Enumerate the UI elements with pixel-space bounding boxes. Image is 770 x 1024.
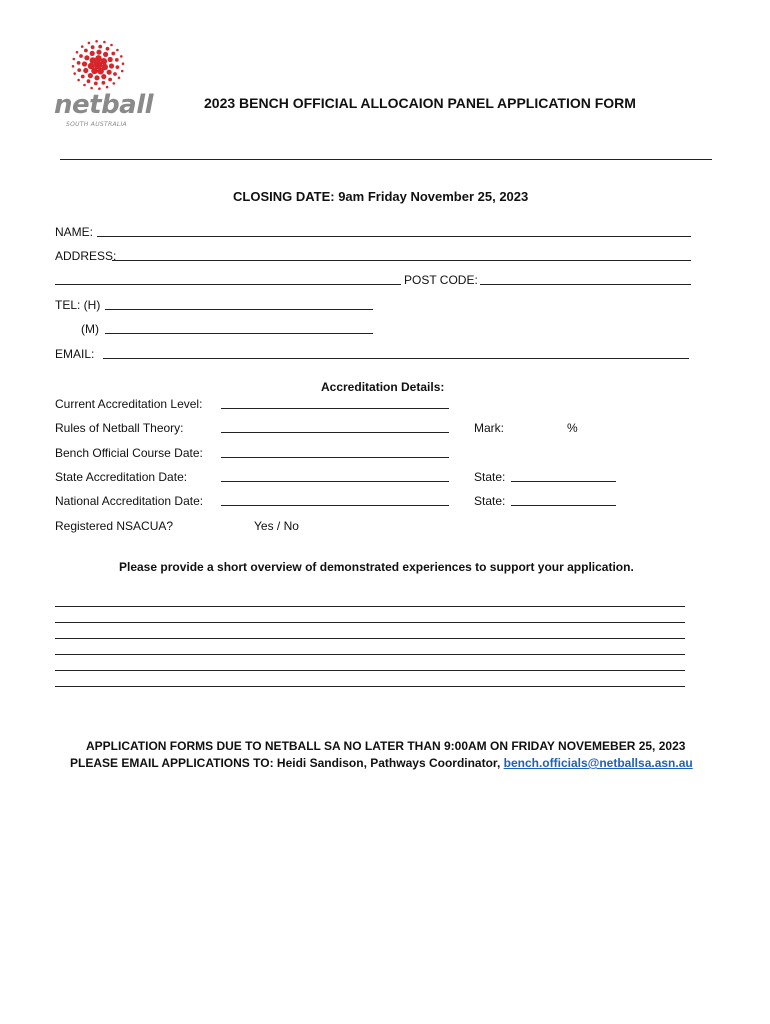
state-field-1[interactable] — [511, 481, 616, 482]
state-date-label: State Accreditation Date: — [55, 470, 188, 484]
mark-label: Mark: — [474, 421, 504, 435]
submission-email-link[interactable]: bench.officials@netballsa.asn.au — [503, 756, 693, 770]
overview-line[interactable] — [55, 686, 685, 687]
logo-subtitle: SOUTH AUSTRALIA — [66, 121, 127, 128]
national-date-field[interactable] — [221, 505, 449, 506]
overview-line[interactable] — [55, 638, 685, 639]
logo-dot — [106, 47, 110, 51]
name-field[interactable] — [97, 236, 691, 237]
overview-line[interactable] — [55, 654, 685, 655]
logo-dot — [77, 79, 80, 82]
logo-dot — [88, 42, 91, 45]
logo-dot — [73, 72, 76, 75]
tel-home-label: TEL: (H) — [55, 298, 101, 312]
logo-dot — [83, 68, 88, 73]
name-label: NAME: — [55, 225, 94, 239]
accreditation-heading: Accreditation Details: — [321, 380, 445, 394]
logo-dot — [101, 74, 106, 79]
form-title: 2023 BENCH OFFICIAL ALLOCAION PANEL APPLICATION FORM — [204, 95, 636, 111]
email-label: EMAIL: — [55, 347, 95, 361]
logo-dot — [94, 75, 99, 80]
logo-dot — [88, 73, 93, 78]
logo-dot — [108, 57, 113, 62]
email-instruction — [70, 756, 693, 770]
overview-prompt: Please provide a short overview of demonstrated experiences to support your application. — [119, 560, 634, 574]
logo-dot — [101, 58, 108, 65]
post-code-label: POST CODE: — [404, 273, 478, 287]
current-level-field[interactable] — [221, 408, 449, 409]
header-divider — [60, 159, 712, 160]
rules-theory-label: Rules of Netball Theory: — [55, 421, 184, 435]
address-field[interactable] — [112, 260, 691, 261]
address-field-line-2[interactable] — [55, 284, 401, 285]
logo-dot — [107, 70, 112, 75]
email-instruction-text: PLEASE EMAIL APPLICATIONS TO: Heidi Sandison, Pathways Coordinator, — [70, 756, 501, 770]
logo-dot — [116, 65, 120, 69]
logo-dot — [103, 41, 106, 44]
logo-dot — [113, 72, 117, 76]
overview-line[interactable] — [55, 670, 685, 671]
overview-line[interactable] — [55, 606, 685, 607]
logo-dot — [121, 70, 124, 73]
netball-dots-icon — [52, 38, 162, 98]
current-level-label: Current Accreditation Level: — [55, 397, 203, 411]
logo-dot — [122, 62, 125, 65]
logo-dot — [118, 77, 121, 80]
logo-dot — [96, 50, 101, 55]
logo-dot — [82, 61, 87, 66]
logo-dot — [106, 86, 109, 89]
netball-sa-logo — [52, 38, 162, 130]
logo-dot — [81, 75, 85, 79]
logo-dot — [79, 54, 83, 58]
logo-dot — [113, 82, 116, 85]
logo-dot — [97, 68, 104, 75]
logo-dot — [72, 65, 75, 68]
rules-theory-field[interactable] — [221, 432, 449, 433]
logo-dot — [84, 55, 89, 60]
logo-dot — [95, 40, 98, 43]
logo-dot — [110, 44, 113, 47]
closing-date: CLOSING DATE: 9am Friday November 25, 2023 — [233, 189, 529, 204]
national-date-label: National Accreditation Date: — [55, 494, 204, 508]
state-date-field[interactable] — [221, 481, 449, 482]
state-field-2[interactable] — [511, 505, 616, 506]
tel-mobile-label: (M) — [81, 322, 99, 336]
logo-dot — [116, 49, 119, 52]
tel-mobile-field[interactable] — [105, 333, 373, 334]
post-code-field[interactable] — [480, 284, 691, 285]
logo-dot — [115, 58, 119, 62]
bench-course-field[interactable] — [221, 457, 449, 458]
logo-dot — [77, 68, 81, 72]
logo-dot — [109, 63, 114, 68]
percent-sign: % — [567, 421, 578, 435]
overview-line[interactable] — [55, 622, 685, 623]
logo-dot — [81, 45, 84, 48]
registered-nsacua-label: Registered NSACUA? — [55, 519, 174, 533]
logo-dot — [90, 87, 93, 90]
logo-dot — [111, 52, 115, 56]
state-label-2: State: — [474, 494, 506, 508]
logo-dot — [98, 45, 102, 49]
logo-dot — [73, 58, 76, 61]
logo-dot — [120, 55, 123, 58]
tel-home-field[interactable] — [105, 309, 373, 310]
state-label-1: State: — [474, 470, 506, 484]
logo-dot — [94, 82, 98, 86]
bench-course-label: Bench Official Course Date: — [55, 446, 203, 460]
logo-dot — [91, 45, 95, 49]
due-notice: APPLICATION FORMS DUE TO NETBALL SA NO LATER THAN 9:00AM ON FRIDAY NOVEMEBER 25, 2023 — [86, 739, 686, 753]
logo-dot — [76, 51, 79, 54]
logo-dot — [108, 78, 112, 82]
email-field[interactable] — [103, 358, 689, 359]
logo-dot — [84, 49, 88, 53]
logo-dot — [77, 61, 81, 65]
logo-dot — [87, 79, 91, 83]
logo-dot — [103, 52, 108, 57]
yes-no-option[interactable]: Yes / No — [254, 519, 299, 533]
address-label: ADDRESS: — [55, 249, 117, 263]
logo-wordmark: netball — [54, 90, 154, 120]
logo-dot — [90, 51, 95, 56]
logo-dot — [83, 84, 86, 87]
logo-dot — [102, 81, 106, 85]
